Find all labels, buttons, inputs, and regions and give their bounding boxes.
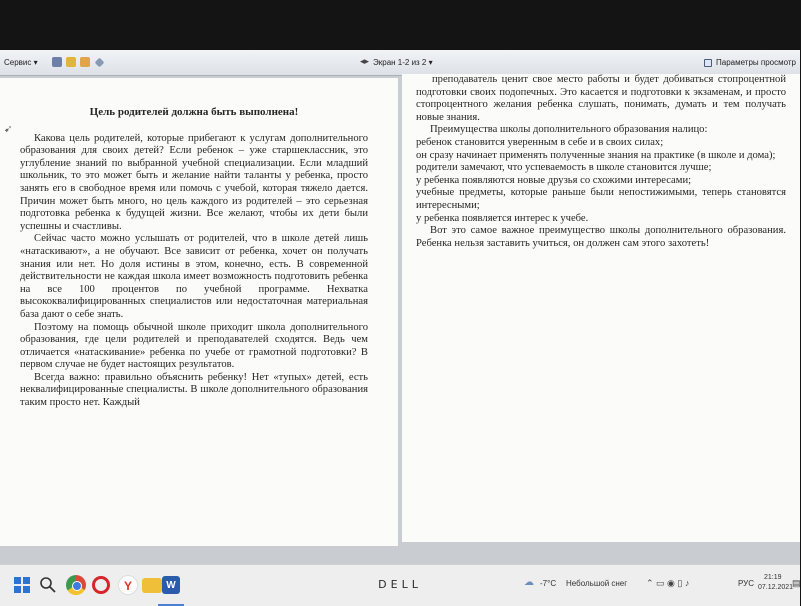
clock-time[interactable]: 21:19 — [764, 574, 782, 581]
document-page-right — [402, 74, 800, 542]
folder-icon[interactable] — [80, 57, 90, 67]
weather-temperature[interactable]: -7°C — [540, 579, 557, 588]
mouse-cursor-icon: ➹ — [4, 124, 13, 135]
opera-icon[interactable] — [92, 576, 110, 594]
notification-icon[interactable]: ▤ — [792, 578, 801, 588]
paragraph: Вот это самое важное преимущество школы дополнительного образования. Ребенка нельзя заставить учиться, он должен сам этого захотеть! — [416, 225, 786, 249]
weather-icon[interactable]: ☁ — [524, 577, 534, 588]
view-options-icon[interactable] — [704, 59, 712, 67]
monitor-logo: DELL — [378, 578, 422, 591]
paragraph: Преимущества школы дополнительного образования налицо: — [430, 124, 708, 136]
list-item: у ребенка появляется интерес к учебе. — [416, 212, 589, 224]
document-title: Цель родителей должна быть выполнена! — [89, 106, 299, 118]
chrome-icon[interactable] — [66, 575, 86, 595]
paragraph: Какова цель родителей, которые прибегают к услугам дополнительного образования для своих детей? Если ребенок – уже старшеклассник, это углубление знаний по выбранной учебной специализации. Если младший школьник, то это может быть и желание найти таланты у ребенка, просто занять его в свободное время или помочь с учебой, которая тяжело дается. Причин может быть много, но цель каждого из родителей – это серьезная подготовка ребенка к будущей жизни. Все желают, чтобы их дети были успешны и счастливы. — [20, 132, 368, 232]
list-item: у ребенка появляются новые друзья со схожими интересами; — [416, 174, 692, 186]
yandex-icon[interactable]: Y — [118, 575, 138, 595]
list-item: он сразу начинает применять полученные знания на практике (в школе и дома); — [416, 149, 776, 161]
page-nav-icon[interactable]: ◂▸ — [360, 56, 370, 66]
highlight-icon[interactable] — [52, 57, 62, 67]
service-menu[interactable]: Сервис ▾ — [4, 58, 38, 67]
paragraph: Поэтому на помощь обычной школе приходит школа дополнительного образования, где цели родителей и преподавателей сходятся. Ведь чем отличается «натаскивание» ребенка по учебе от грамотной подготовки? В первом случае не будет настоящих результатов. — [20, 321, 368, 371]
service-menu-label: Сервис — [4, 58, 32, 67]
language-indicator[interactable]: РУС — [738, 579, 755, 588]
screen-indicator[interactable]: Экран 1-2 из 2 ▾ — [373, 58, 433, 67]
view-options-button[interactable]: Параметры просмотр — [716, 58, 796, 67]
list-item: родители замечают, что успеваемость в школе становится лучше; — [416, 162, 712, 174]
screen-indicator-label: Экран 1-2 из 2 — [373, 58, 427, 67]
document-page-left — [0, 78, 398, 546]
list-item: учебные предметы, которые раньше были непостижимыми, теперь становятся интересными; — [416, 187, 786, 211]
note-icon[interactable] — [66, 57, 76, 67]
folder-icon[interactable] — [142, 578, 162, 593]
paragraph: преподаватель ценит свое место работы и будет добиваться стопроцентной подготовки своих подопечных. Это касается и подготовки к экзаменам, и просто стопроцентного желания ребенка слушать, понимать, думать и тем получать новые знания. — [416, 74, 786, 123]
word-icon[interactable]: W — [162, 576, 180, 594]
tray-icons[interactable]: ⌃ ▭ ◉ ▯ ♪ — [646, 578, 690, 588]
pen-icon[interactable] — [95, 58, 105, 68]
paragraph: Сейчас часто можно услышать от родителей, что в школе детей лишь «натаскивают», а не обучают. Все зависит от ребенка, хочет он получать знания или нет. Но доля истины в этом, конечно, есть. В современной действительности не каждая школа имеет возможность подготовить ребенка на все 100 процентов по учебной программе. Нехватка высококвалифицированных специалистов или недостаточная материальная база дают о себе знать. — [20, 233, 368, 320]
list-item: ребенок становится уверенным в себе и в своих силах; — [416, 136, 664, 148]
reading-toolbar — [0, 50, 800, 76]
clock-date[interactable]: 07.12.2021 — [758, 584, 794, 591]
weather-description[interactable]: Небольшой снег — [566, 579, 628, 588]
search-icon[interactable] — [38, 575, 58, 595]
paragraph: Всегда важно: правильно объяснить ребенку! Нет «тупых» детей, есть неквалифицированные специалисты. В школе дополнительного образования таким просто нет. Каждый — [20, 371, 368, 409]
start-icon[interactable] — [12, 575, 32, 595]
